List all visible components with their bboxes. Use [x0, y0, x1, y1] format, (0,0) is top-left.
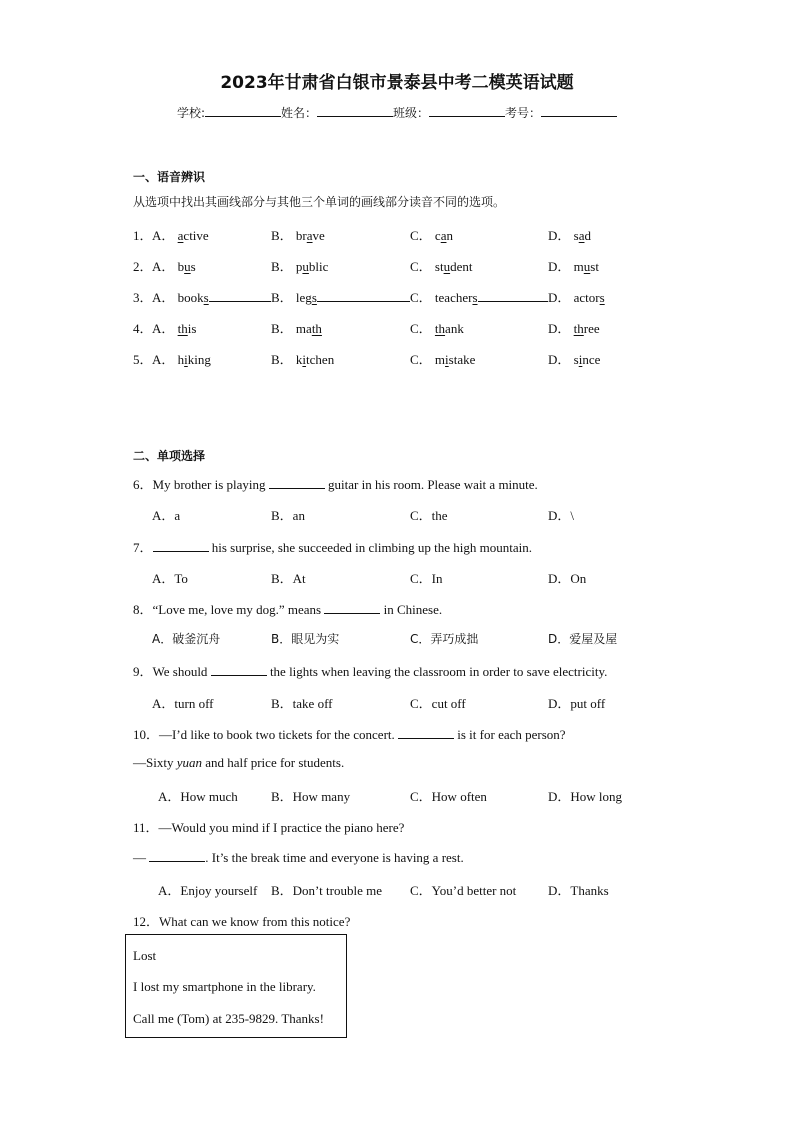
option-c[interactable]: C．You’d better not: [410, 883, 517, 898]
question-6: [133, 474, 538, 493]
decorative-fill-line: [209, 289, 271, 302]
decorative-fill-line: [317, 289, 410, 302]
option-a[interactable]: A．a: [152, 508, 181, 523]
class-label: 班级：: [393, 106, 430, 120]
reply-post: and half price for students.: [202, 755, 345, 770]
page-title: 2023年甘肃省白银市景泰县中考二模英语试题: [220, 73, 574, 93]
question-10: [133, 724, 566, 743]
q-num: 11．: [133, 820, 159, 835]
q5-option-c[interactable]: C． mistake: [410, 352, 476, 367]
option-b[interactable]: B．眼见为实: [271, 632, 340, 646]
option-d[interactable]: D．Thanks: [548, 883, 609, 898]
question-11-reply: [133, 849, 464, 866]
q-text-post: the lights when leaving the classroom in order to save electricity.: [266, 664, 608, 679]
answer-blank[interactable]: [149, 849, 205, 862]
q3-option-d[interactable]: D． actors: [548, 290, 605, 305]
question-12: [133, 911, 350, 930]
option-a[interactable]: A．How much: [158, 789, 238, 804]
option-b[interactable]: B．At: [271, 571, 306, 586]
reply-pre: —: [133, 850, 150, 865]
q3-option-c[interactable]: C． teachers: [410, 287, 548, 306]
lost-notice-box: [125, 934, 347, 1038]
q4-option-d[interactable]: D． three: [548, 321, 600, 336]
school-label: 学校:: [176, 106, 205, 120]
school-blank[interactable]: [205, 103, 281, 117]
question-1-number: 1．: [133, 228, 153, 243]
q-num: 6．: [133, 477, 153, 492]
option-c[interactable]: C．cut off: [410, 696, 466, 711]
question-8: [133, 599, 442, 618]
student-info-line: [0, 103, 794, 121]
q-text-post: guitar in his room. Please wait a minute.: [324, 477, 538, 492]
reply-post: . It’s the break time and everyone is having a rest.: [205, 850, 464, 865]
section1-instruction: 从选项中找出其画线部分与其他三个单词的画线部分读音不同的选项。: [133, 195, 506, 209]
question-7: [133, 537, 532, 556]
option-d[interactable]: D．put off: [548, 696, 606, 711]
q-num: 10．: [133, 727, 160, 742]
option-b[interactable]: B．How many: [271, 789, 351, 804]
answer-blank[interactable]: [398, 726, 454, 739]
answer-blank[interactable]: [211, 663, 267, 676]
option-b[interactable]: B．an: [271, 508, 305, 523]
question-9: [133, 661, 607, 680]
notice-line-2: I lost my smartphone in the library.: [133, 979, 316, 994]
question-11: [133, 817, 404, 836]
q5-option-a[interactable]: A． hiking: [152, 352, 211, 367]
q-text-pre: My brother is playing: [152, 477, 269, 492]
q2-option-d[interactable]: D． must: [548, 259, 599, 274]
q5-option-b[interactable]: B． kitchen: [271, 352, 335, 367]
option-d[interactable]: D．How long: [548, 789, 623, 804]
answer-blank[interactable]: [269, 476, 325, 489]
section1-heading: 一、语音辨识: [133, 170, 206, 184]
option-b[interactable]: B．Don’t trouble me: [271, 883, 382, 898]
notice-line-3: Call me (Tom) at 235-9829. Thanks!: [133, 1011, 324, 1026]
name-label: 姓名：: [281, 106, 318, 120]
q-text-pre: —Would you mind if I practice the piano here?: [158, 820, 405, 835]
reply-italic: yuan: [176, 755, 202, 770]
answer-blank[interactable]: [153, 539, 209, 552]
question-2-number: 2．: [133, 259, 153, 274]
decorative-fill-line: [478, 289, 548, 302]
class-blank[interactable]: [429, 103, 505, 117]
q-text-pre: “Love me, love my dog.” means: [152, 602, 325, 617]
q2-option-a[interactable]: A． bus: [152, 259, 196, 274]
q-text-pre: We should: [152, 664, 211, 679]
q1-option-d[interactable]: D． sad: [548, 228, 591, 243]
number-label: 考号：: [505, 106, 542, 120]
answer-blank[interactable]: [324, 601, 380, 614]
question-10-reply: [133, 755, 344, 771]
q-text-post: is it for each person?: [454, 727, 566, 742]
q-text-pre: —I’d like to book two tickets for the concert.: [159, 727, 399, 742]
notice-line-1: Lost: [133, 948, 157, 963]
q4-option-c[interactable]: C． thank: [410, 321, 464, 336]
q-text: What can we know from this notice?: [159, 914, 351, 929]
question-4-number: 4．: [133, 321, 153, 336]
option-d[interactable]: D．On: [548, 571, 587, 586]
option-c[interactable]: C．In: [410, 571, 443, 586]
q-num: 7．: [133, 540, 153, 555]
q3-option-b[interactable]: B． legs: [271, 287, 410, 306]
q1-option-c[interactable]: C． can: [410, 228, 453, 243]
option-a[interactable]: A．turn off: [152, 696, 214, 711]
q-num: 8．: [133, 602, 153, 617]
q1-option-b[interactable]: B． brave: [271, 228, 325, 243]
option-a[interactable]: A．破釜沉舟: [152, 632, 221, 646]
q-num: 12．: [133, 914, 160, 929]
q2-option-c[interactable]: C． student: [410, 259, 473, 274]
q4-option-b[interactable]: B． math: [271, 321, 322, 336]
option-a[interactable]: A．To: [152, 571, 188, 586]
option-b[interactable]: B．take off: [271, 696, 333, 711]
reply-pre: —Sixty: [133, 755, 177, 770]
option-c[interactable]: C．How often: [410, 789, 487, 804]
option-a[interactable]: A．Enjoy yourself: [158, 883, 258, 898]
question-5-number: 5．: [133, 352, 153, 367]
number-blank[interactable]: [541, 103, 617, 117]
question-3-number: 3．: [133, 290, 153, 305]
q5-option-d[interactable]: D． since: [548, 352, 601, 367]
q4-option-a[interactable]: A． this: [152, 321, 197, 336]
q-text-post: his surprise, she succeeded in climbing up the high mountain.: [208, 540, 533, 555]
option-c[interactable]: C．the: [410, 508, 448, 523]
option-d[interactable]: D．爱屋及屋: [548, 632, 618, 646]
q2-option-b[interactable]: B． public: [271, 259, 329, 274]
q1-option-a[interactable]: A． active: [152, 228, 209, 243]
q3-option-a[interactable]: A． books: [152, 287, 271, 306]
option-d[interactable]: D．\: [548, 508, 575, 523]
q-text-post: in Chinese.: [380, 602, 443, 617]
q-num: 9．: [133, 664, 153, 679]
name-blank[interactable]: [317, 103, 393, 117]
section2-heading: 二、单项选择: [133, 449, 206, 463]
option-c[interactable]: C．弄巧成拙: [410, 632, 479, 646]
